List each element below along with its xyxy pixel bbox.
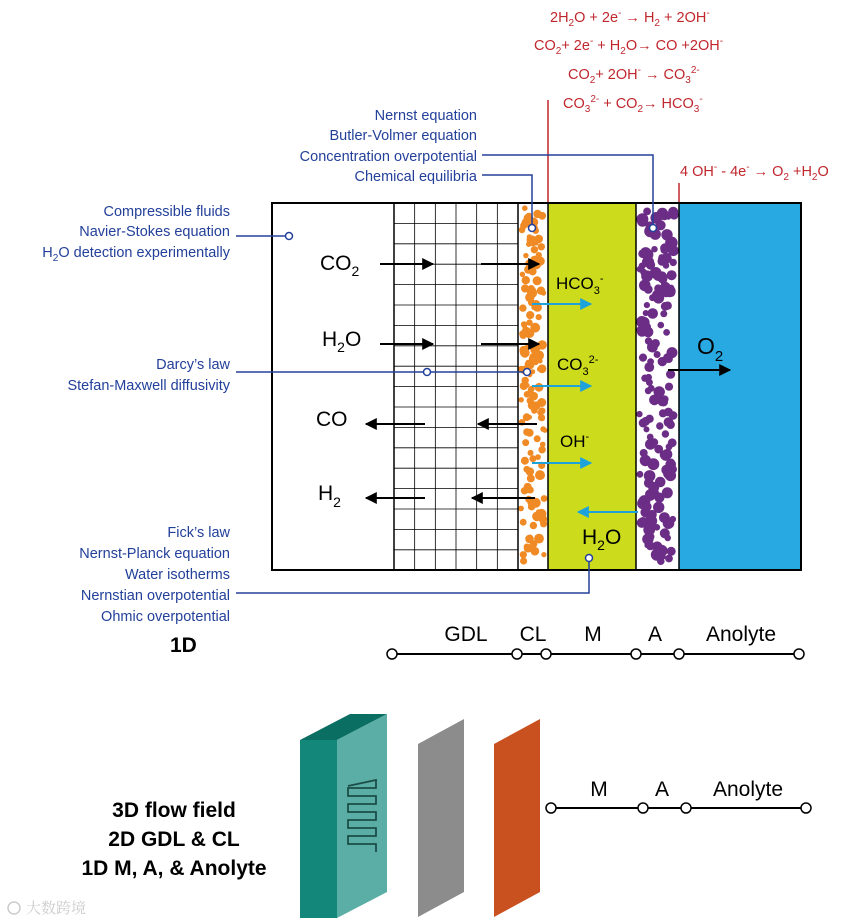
anode-particle bbox=[647, 434, 654, 441]
anode-particle bbox=[667, 459, 675, 467]
axis-1d-label-m: M bbox=[584, 623, 602, 646]
anode-particle bbox=[654, 351, 661, 358]
anode-particle bbox=[641, 375, 648, 382]
anode-particle bbox=[657, 557, 665, 565]
cl-annotation-marker-anode bbox=[650, 225, 657, 232]
anode-particle bbox=[661, 229, 672, 240]
axis-1d-node bbox=[541, 649, 551, 659]
catalyst-particle bbox=[538, 243, 545, 250]
h2o-label: $H_2O$ bbox=[322, 328, 362, 355]
anode-particle bbox=[641, 417, 650, 426]
anode-particle bbox=[665, 383, 673, 391]
anode-particle bbox=[653, 502, 664, 513]
membrane-plate bbox=[494, 719, 540, 917]
catalyst-particle bbox=[523, 413, 531, 421]
catalyst-particle bbox=[519, 227, 526, 234]
anode-particle bbox=[637, 471, 644, 478]
annotation-h2o-detection: $H_2O$ detection experimentally bbox=[42, 245, 230, 264]
axis-1d-label-a: A bbox=[647, 623, 663, 646]
anode-particle bbox=[666, 420, 675, 429]
anode-particle bbox=[650, 212, 662, 224]
catalyst-particle bbox=[521, 457, 529, 465]
anode-particle bbox=[670, 211, 679, 220]
anode-particle bbox=[645, 387, 652, 394]
catalyst-particle bbox=[531, 407, 538, 414]
catalyst-particle bbox=[533, 210, 541, 218]
axis-1d-label-anolyte: Anolyte bbox=[705, 623, 777, 646]
catalyst-particle bbox=[524, 544, 530, 550]
axis-1d-node bbox=[387, 649, 397, 659]
catalyst-particle bbox=[527, 535, 533, 541]
catalyst-particle bbox=[520, 272, 525, 277]
axis-3d-label-a: A bbox=[654, 778, 670, 801]
anode-particle bbox=[637, 518, 647, 528]
catalyst-particle bbox=[537, 398, 546, 407]
catalyst-particle bbox=[525, 496, 532, 503]
annotation-water-isotherms: Water isotherms bbox=[124, 567, 230, 583]
catalyst-particle bbox=[529, 455, 536, 462]
anode-particle bbox=[642, 533, 653, 544]
anode-particle bbox=[647, 308, 658, 319]
catalyst-particle bbox=[522, 205, 528, 211]
anode-particle bbox=[660, 282, 670, 292]
axis-3d-label-anolyte: Anolyte bbox=[712, 778, 784, 801]
catalyst-particle bbox=[526, 429, 534, 437]
co2-label: $CO_2$ bbox=[320, 252, 360, 279]
catalyst-particle bbox=[532, 512, 542, 522]
oh-label: OH- bbox=[560, 431, 590, 451]
anode-particle bbox=[663, 517, 675, 529]
catalyst-particle bbox=[538, 364, 547, 373]
catalyst-particle bbox=[520, 551, 527, 558]
anode-particle bbox=[654, 524, 661, 531]
anode-particle bbox=[639, 354, 647, 362]
annotation-ohmic-overpotential: Ohmic overpotential bbox=[101, 609, 230, 625]
anode-particle bbox=[667, 547, 676, 556]
membrane-annotation-marker bbox=[586, 555, 593, 562]
anode-particle bbox=[654, 544, 665, 555]
catalyst-particle bbox=[520, 557, 527, 564]
anode-particle bbox=[656, 422, 663, 429]
flow-field-3d bbox=[300, 714, 540, 918]
anode-particle bbox=[644, 285, 653, 294]
axis-3d-node bbox=[638, 803, 648, 813]
catalyst-particle bbox=[522, 323, 528, 329]
catalyst-particle bbox=[535, 383, 544, 392]
catalyst-particle bbox=[520, 519, 527, 526]
axis-3d-node bbox=[801, 803, 811, 813]
annotation-chemical-equilibria: Chemical equilibria bbox=[354, 169, 477, 185]
annotation-compressible-fluids: Compressible fluids bbox=[103, 204, 230, 220]
gdl-plate bbox=[418, 719, 464, 917]
catalyst-particle bbox=[523, 253, 528, 258]
anode-particle bbox=[645, 337, 652, 344]
hco3-label: $HCO_3^-$ bbox=[556, 273, 604, 297]
anode-particle bbox=[644, 260, 650, 266]
catalyst-particle bbox=[519, 331, 525, 337]
axis-1d-node bbox=[512, 649, 522, 659]
catalyst-particle bbox=[537, 287, 545, 295]
anode-particle bbox=[646, 513, 652, 519]
channel-annotation bbox=[42, 204, 292, 264]
anode-particle bbox=[668, 290, 675, 297]
anode-particle bbox=[638, 497, 645, 504]
anode-particle bbox=[665, 555, 673, 563]
anode-particle bbox=[642, 249, 654, 261]
catalyst-particle bbox=[530, 522, 537, 529]
anode-particle bbox=[658, 496, 664, 502]
label-2d-gdl-cl: 2D GDL & CL bbox=[108, 828, 240, 851]
anode-particle bbox=[662, 487, 673, 498]
anolyte-layer bbox=[679, 203, 801, 570]
axis-1d-label-cl: CL bbox=[519, 623, 547, 646]
anode-particle bbox=[636, 411, 642, 417]
domain-axis-1d bbox=[170, 623, 804, 659]
catalyst-particle bbox=[526, 241, 532, 247]
anode-particle bbox=[667, 270, 677, 280]
h2-label: $H_2$ bbox=[318, 482, 341, 510]
catalyst-particle bbox=[531, 290, 536, 295]
anode-particle bbox=[637, 216, 648, 227]
flow-plate-face bbox=[337, 714, 387, 918]
catalyst-particle bbox=[526, 360, 531, 365]
catalyst-particle bbox=[519, 397, 524, 402]
catalyst-particle bbox=[527, 487, 534, 494]
catalyst-particle bbox=[535, 470, 545, 480]
catalyst-particle bbox=[531, 246, 538, 253]
anode-particle bbox=[645, 489, 655, 499]
catalyst-particle bbox=[519, 304, 526, 311]
catalyst-particle bbox=[534, 534, 544, 544]
watermark-logo bbox=[8, 902, 20, 914]
anode-particle bbox=[662, 430, 669, 437]
anode-particle bbox=[643, 208, 651, 216]
catalyst-particle bbox=[518, 506, 524, 512]
catalyst-particle bbox=[538, 446, 545, 453]
annotation-butler-volmer: Butler-Volmer equation bbox=[329, 128, 477, 144]
anode-particle bbox=[660, 310, 667, 317]
axis-1d-node bbox=[674, 649, 684, 659]
anode-particle bbox=[636, 326, 645, 335]
axis-1d-node bbox=[631, 649, 641, 659]
watermark-text: 大数跨境 bbox=[26, 899, 87, 917]
annotation-darcy: Darcy’s law bbox=[156, 357, 230, 373]
annotation-nernst: Nernst equation bbox=[374, 108, 477, 124]
anode-particle bbox=[644, 478, 654, 488]
cl-annotation-marker-cathode bbox=[529, 225, 536, 232]
cl-transport-annotation-marker bbox=[524, 369, 531, 376]
axis-3d-node bbox=[681, 803, 691, 813]
axis-3d-node bbox=[546, 803, 556, 813]
co-label: CO bbox=[316, 408, 348, 431]
label-1d: 1D bbox=[170, 634, 197, 657]
catalyst-particle bbox=[522, 276, 530, 284]
reaction-bicarbonate-formation: $CO_3^{2-} + CO_2\to HCO_3^-$ bbox=[563, 94, 703, 115]
annotation-nernstian-overpotential: Nernstian overpotential bbox=[80, 588, 230, 604]
catalyst-particle bbox=[537, 410, 543, 416]
annotation-navier-stokes: Navier-Stokes equation bbox=[79, 224, 230, 240]
catalyst-particle bbox=[526, 311, 534, 319]
reaction-carbonate-formation: $CO_2+ 2OH^- \to CO_3^{2-}$ bbox=[568, 65, 700, 86]
catalyst-particle bbox=[526, 467, 534, 475]
reaction-water-reduction: $2H_2O + 2e^- \to H_2 + 2OH^-$ bbox=[550, 8, 710, 29]
anode-particle bbox=[664, 302, 672, 310]
annotation-nernst-planck: Nernst-Planck equation bbox=[79, 546, 230, 562]
anode-particle bbox=[661, 253, 672, 264]
co3-label: $CO_3^{2-}$ bbox=[557, 354, 599, 378]
catalyst-particle bbox=[538, 359, 543, 364]
channel-annotation-marker bbox=[286, 233, 293, 240]
anode-particle bbox=[644, 302, 650, 308]
catalyst-particle bbox=[531, 547, 540, 556]
catalyst-particle bbox=[541, 495, 548, 502]
catalyst-particle bbox=[543, 428, 548, 433]
gdl-annotation-marker bbox=[424, 369, 431, 376]
catalyst-particle bbox=[541, 552, 546, 557]
anode-particle bbox=[660, 528, 670, 538]
catalyst-particle bbox=[528, 400, 535, 407]
catalyst-particle bbox=[529, 392, 538, 401]
catalyst-particle bbox=[522, 439, 529, 446]
reaction-co2-reduction: $CO_2+ 2e^- + H_2O\to$ CO +2OH- bbox=[534, 36, 724, 57]
catalyst-particle bbox=[524, 391, 531, 398]
anode-particle bbox=[649, 395, 660, 406]
label-3d-flow-field: 3D flow field bbox=[112, 799, 236, 822]
annotation-stefan-maxwell: Stefan-Maxwell diffusivity bbox=[67, 378, 230, 394]
anode-particle bbox=[668, 438, 677, 447]
anode-particle bbox=[658, 322, 665, 329]
catalyst-particle bbox=[536, 314, 542, 320]
annotation-concentration-overpotential: Concentration overpotential bbox=[299, 149, 477, 165]
anode-particle bbox=[644, 426, 650, 432]
axis-1d-node bbox=[794, 649, 804, 659]
label-1d-m-a-anolyte: 1D M, A, & Anolyte bbox=[81, 857, 267, 880]
reaction-oxygen-evolution: 4 $OH^- - 4e^- \to O_2 +H_2O$ bbox=[680, 162, 829, 183]
anode-particle bbox=[660, 243, 670, 253]
anode-particle bbox=[665, 470, 676, 481]
catalyst-particle bbox=[530, 323, 540, 333]
anode-particle bbox=[665, 355, 673, 363]
catalyst-particle bbox=[524, 383, 529, 388]
axis-3d-label-m: M bbox=[590, 778, 608, 801]
axis-1d-label-gdl: GDL bbox=[444, 623, 488, 646]
anode-particle bbox=[669, 411, 678, 420]
catalyst-particle bbox=[528, 450, 534, 456]
annotation-fick: Fick’s law bbox=[167, 525, 230, 541]
o2-label: $O_2$ bbox=[697, 333, 724, 365]
watermark bbox=[8, 899, 86, 917]
catalyst-particle bbox=[527, 234, 532, 239]
h2o-membrane-label: $H_2O$ bbox=[582, 526, 622, 553]
anode-particle bbox=[637, 266, 644, 273]
catalyst-particle bbox=[534, 435, 541, 442]
anode-particle bbox=[651, 339, 660, 348]
anode-particle bbox=[663, 329, 670, 336]
catalyst-particle bbox=[534, 235, 543, 244]
catalyst-particle bbox=[533, 276, 542, 285]
flow-plate-side bbox=[300, 740, 337, 918]
anode-particle bbox=[648, 458, 660, 470]
anode-particle bbox=[644, 362, 654, 372]
